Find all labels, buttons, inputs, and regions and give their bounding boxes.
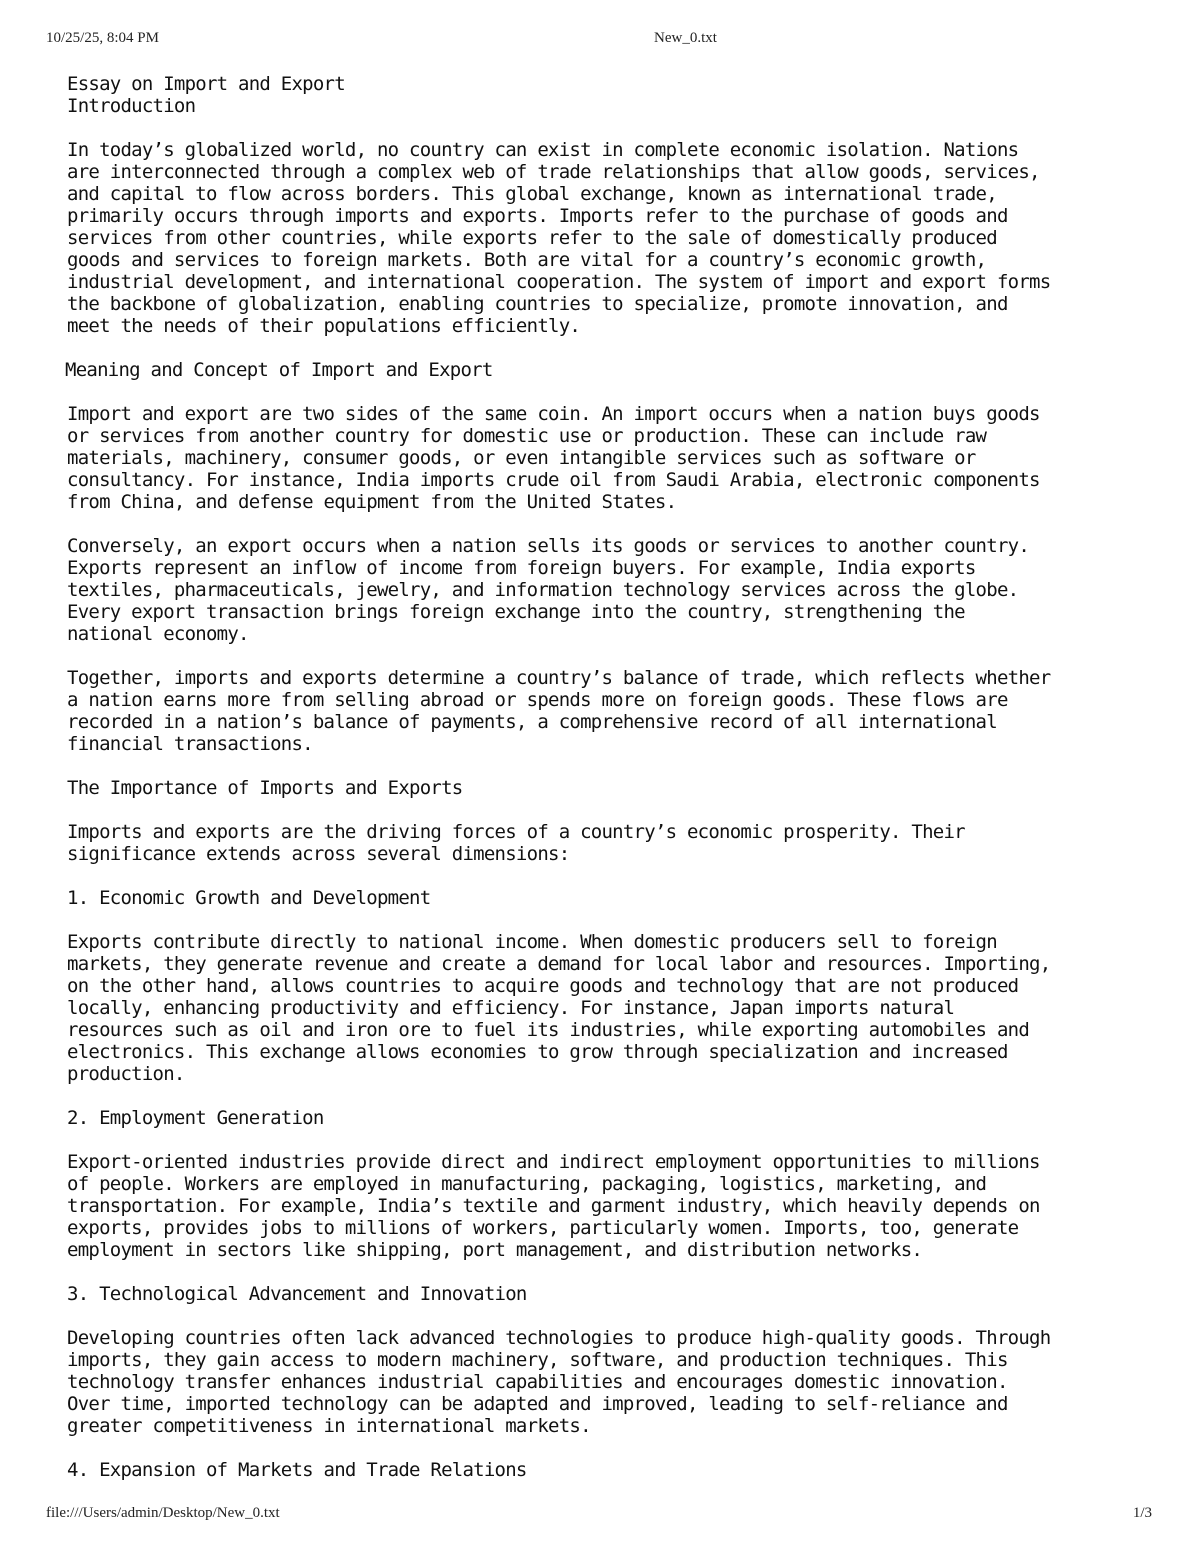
paragraph-gap <box>67 1129 1167 1151</box>
subsection-heading-economic-growth: 1. Economic Growth and Development <box>67 887 431 909</box>
paragraph-gap <box>67 909 1167 931</box>
paragraph-gap <box>67 337 1167 359</box>
section-heading-meaning: Meaning and Concept of Import and Export <box>65 359 493 381</box>
paragraph-gap <box>67 865 1167 887</box>
section-heading-introduction: Introduction <box>67 95 196 117</box>
paragraph-gap <box>67 1305 1167 1327</box>
section-heading-importance: The Importance of Imports and Exports <box>67 777 463 799</box>
paragraph-gap <box>67 755 1167 777</box>
subsection-heading-technology: 3. Technological Advancement and Innovation <box>67 1283 527 1305</box>
paragraph-gap <box>67 799 1167 821</box>
paragraph-gap <box>67 645 1167 667</box>
subsection-heading-markets: 4. Expansion of Markets and Trade Relations <box>67 1459 527 1481</box>
paragraph-introduction: In today’s globalized world, no country can exist in complete economic isolation. Nations are interconnected through a complex web of trade relationships that allow goods, services, and capital to flow across borders. This global exchange, known as international trade, primarily occurs through imports and exports. Imports refer to the purchase of goods and services from other countries, while exports refer to the sale of domestically produced goods and services to foreign markets. Both are vital for a country’s economic growth, industrial development, and international cooperation. The system of import and export forms the backbone of globalization, enabling countries to specialize, promote innovation, and meet the needs of their populations efficiently. <box>67 139 1051 337</box>
paragraph-meaning-1: Import and export are two sides of the same coin. An import occurs when a nation buys goods or services from another country for domestic use or production. These can include raw materials, machinery, consumer goods, or even intangible services such as software or consultancy. For instance, India imports crude oil from Saudi Arabia, electronic components from China, and defense equipment from the United States. <box>67 403 1040 513</box>
paragraph-importance-intro: Imports and exports are the driving forces of a country’s economic prosperity. Their significance extends across several dimensions: <box>67 821 965 865</box>
paragraph-gap <box>67 1261 1167 1283</box>
subsection-heading-employment: 2. Employment Generation <box>67 1107 324 1129</box>
document-title: Essay on Import and Export <box>67 73 345 95</box>
paragraph-meaning-2: Conversely, an export occurs when a nation sells its goods or services to another country. Exports represent an inflow of income from foreign buyers. For example, India exports textiles, pharmaceuticals, jewelry, and information technology services across the globe. Every export transaction brings foreign exchange into the country, strengthening the national economy. <box>67 535 1030 645</box>
paragraph-technology: Developing countries often lack advanced technologies to produce high-quality goods. Through imports, they gain access to modern machinery, software, and production techniques. This technology transfer enhances industrial capabilities and encourages domestic innovation. Over time, imported technology can be adapted and improved, leading to self-reliance and greater competitiveness in international markets. <box>67 1327 1051 1437</box>
paragraph-gap <box>67 513 1167 535</box>
print-footer-page-number: 1/3 <box>1132 1505 1152 1521</box>
paragraph-meaning-3: Together, imports and exports determine a country’s balance of trade, which reflects whether a nation earns more from selling abroad or spends more on foreign goods. These flows are recorded in a nation’s balance of payments, a comprehensive record of all international financial transactions. <box>67 667 1051 755</box>
paragraph-economic-growth: Exports contribute directly to national income. When domestic producers sell to foreign markets, they generate revenue and create a demand for local labor and resources. Importing, on the other hand, allows countries to acquire goods and technology that are not produced locally, enhancing productivity and efficiency. For instance, Japan imports natural resources such as oil and iron ore to fuel its industries, while exporting automobiles and electronics. This exchange allows economies to grow through specialization and increased production. <box>67 931 1051 1085</box>
document-body <box>67 73 1167 1481</box>
paragraph-gap <box>67 381 1167 403</box>
print-header-datetime: 10/25/25, 8:04 PM <box>46 30 159 46</box>
paragraph-employment: Export-oriented industries provide direct and indirect employment opportunities to millions of people. Workers are employed in manufacturing, packaging, logistics, marketing, and transportation. For example, India’s textile and garment industry, which heavily depends on exports, provides jobs to millions of workers, particularly women. Imports, too, generate employment in sectors like shipping, port management, and distribution networks. <box>67 1151 1040 1261</box>
paragraph-gap <box>67 1085 1167 1107</box>
print-footer-path: file:///Users/admin/Desktop/New_0.txt <box>46 1505 280 1521</box>
print-header-filename: New_0.txt <box>654 30 717 46</box>
paragraph-gap <box>67 117 1167 139</box>
paragraph-gap <box>67 1437 1167 1459</box>
